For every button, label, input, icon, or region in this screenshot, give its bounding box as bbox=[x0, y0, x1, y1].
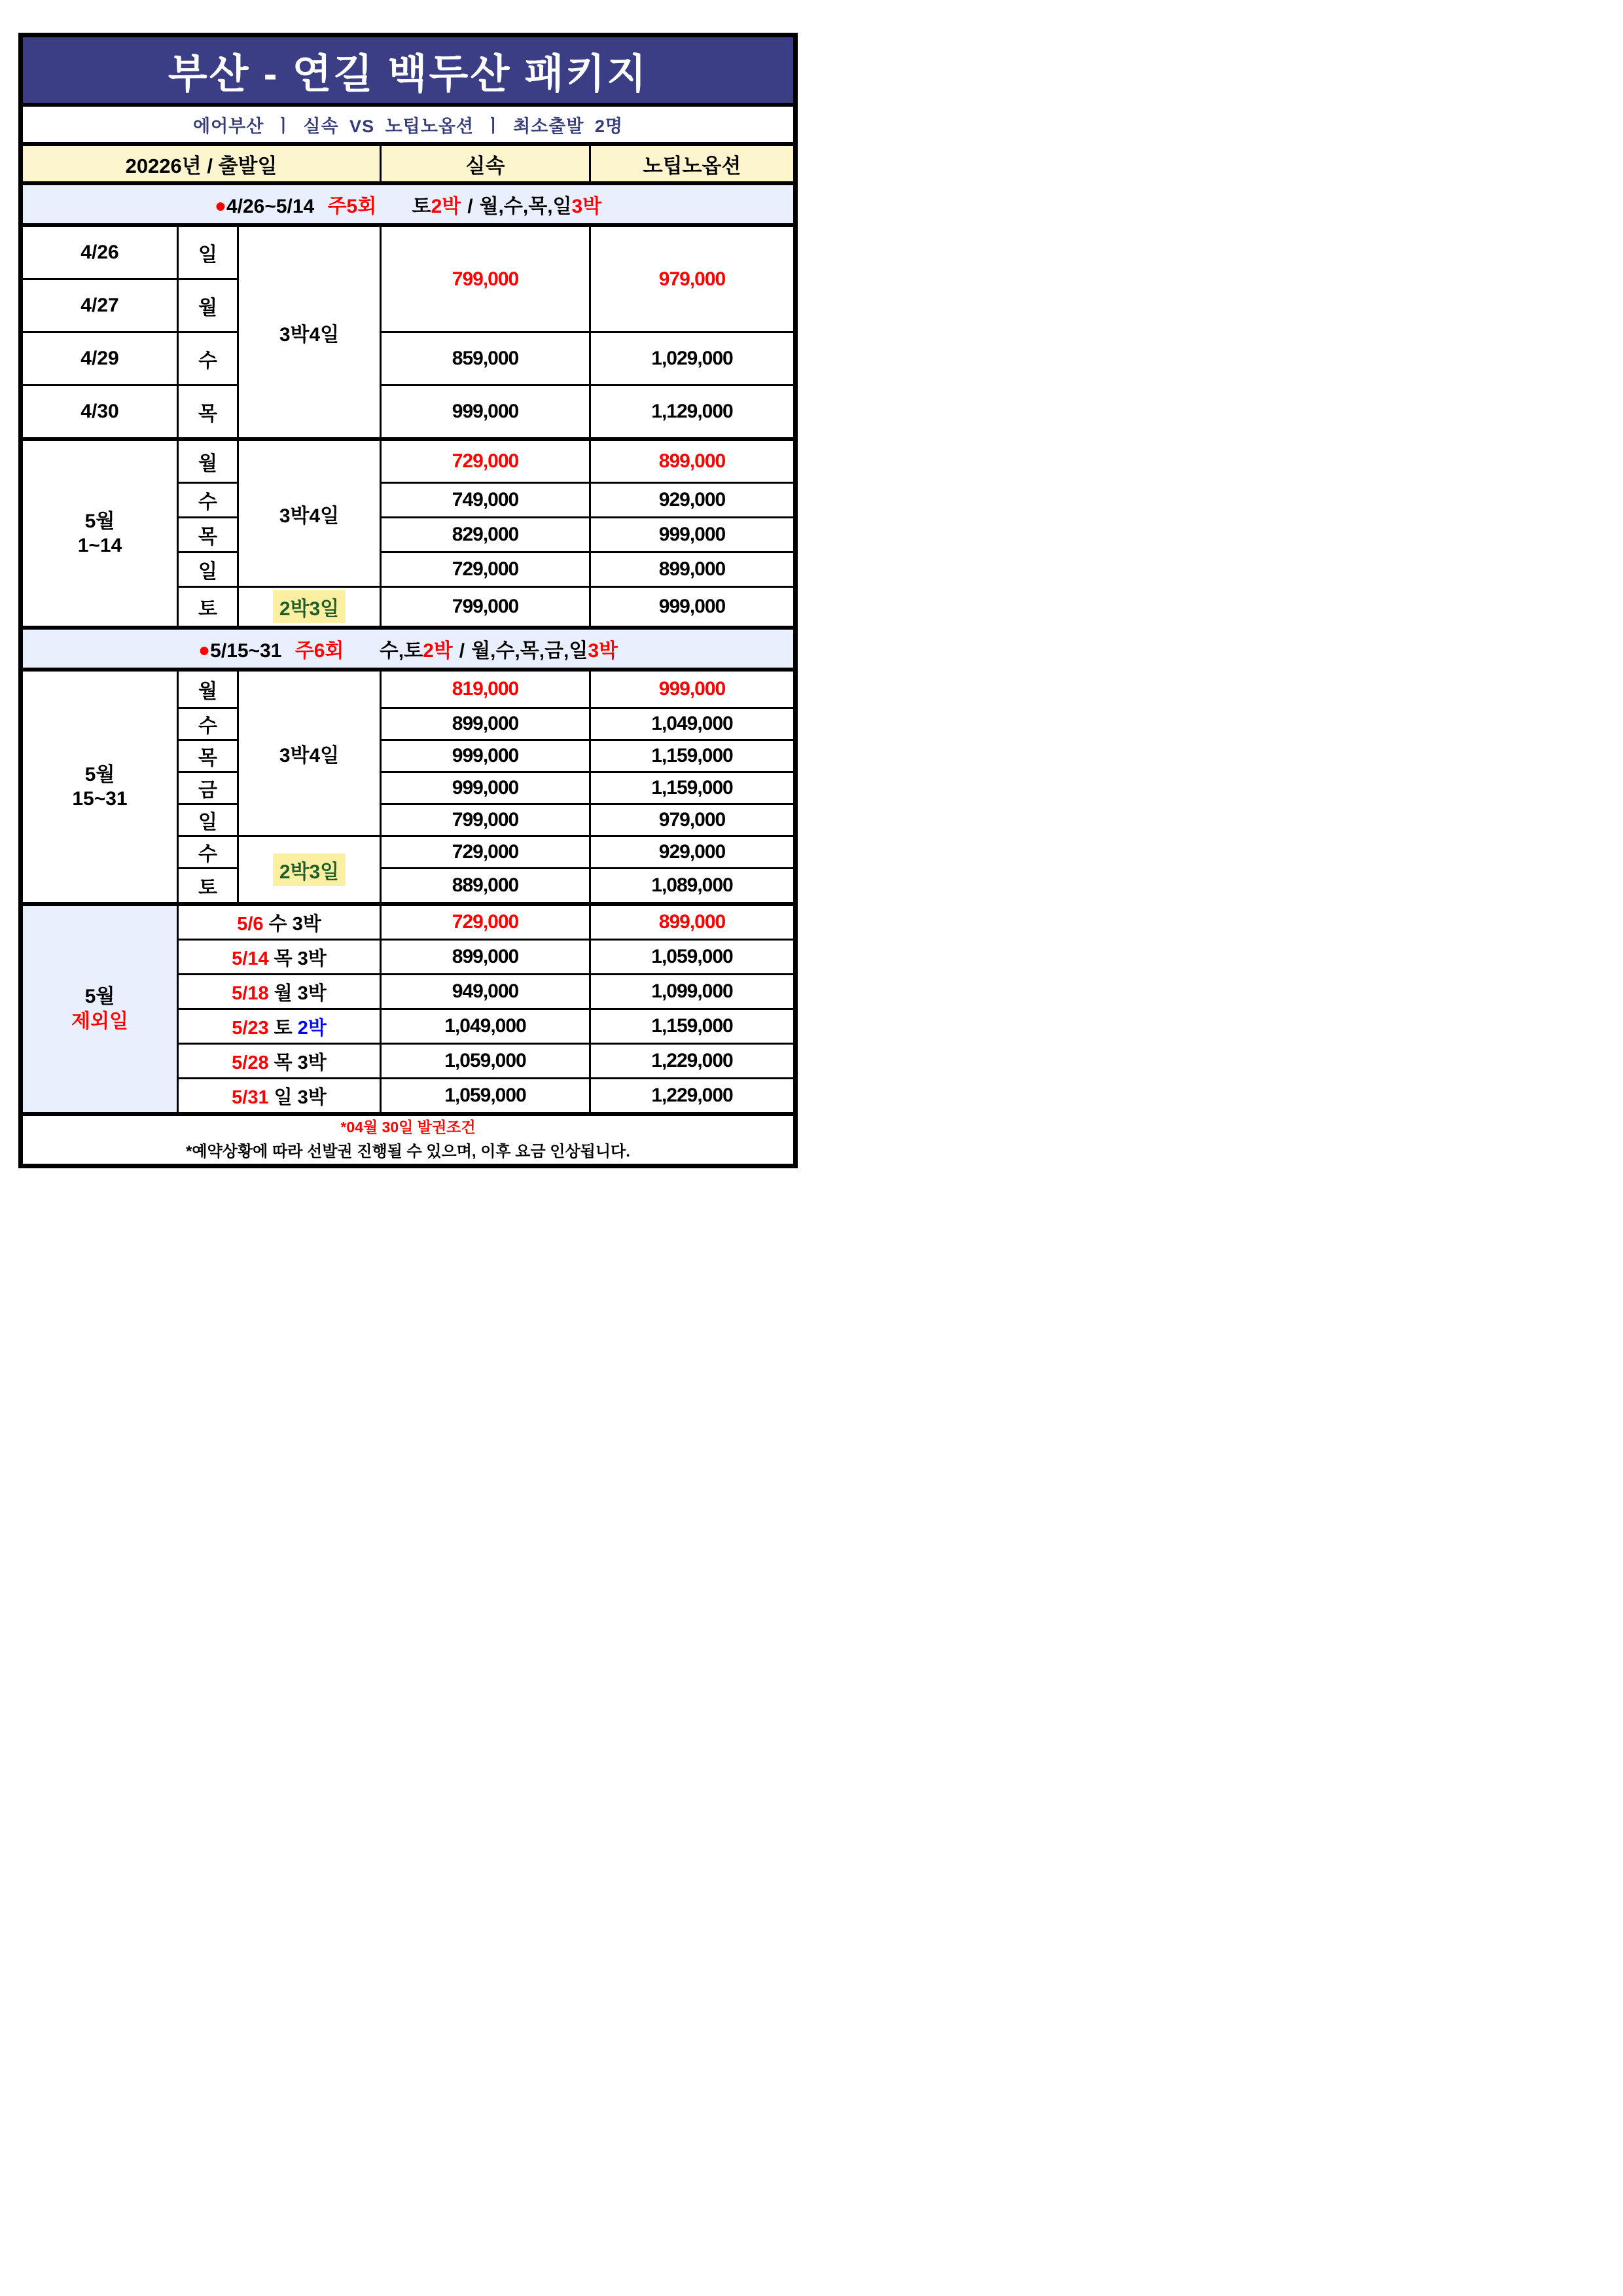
price-notip-cell: 899,000 bbox=[590, 904, 796, 940]
price-notip-cell: 899,000 bbox=[590, 552, 796, 587]
footer-row bbox=[21, 1114, 796, 1166]
duration-cell: 3박4일 bbox=[238, 670, 381, 836]
excluded-date-cell bbox=[178, 940, 381, 975]
footer-note bbox=[21, 1114, 796, 1166]
price-silsok-cell: 999,000 bbox=[381, 772, 590, 804]
price-silsok-cell: 859,000 bbox=[381, 332, 590, 386]
period-label-line1: 5월 bbox=[84, 986, 115, 1007]
price-silsok-cell: 949,000 bbox=[381, 975, 590, 1009]
departure-day-cell: 목 bbox=[178, 518, 238, 552]
price-notip-cell: 999,000 bbox=[590, 587, 796, 628]
duration-highlight: 2박3일 bbox=[273, 590, 346, 623]
period-label-cell bbox=[21, 670, 178, 904]
flyer-page bbox=[0, 0, 812, 1160]
bullet-dot-icon: ● bbox=[214, 195, 226, 217]
departure-day-cell: 월 bbox=[178, 279, 238, 332]
price-silsok-cell: 889,000 bbox=[381, 869, 590, 905]
price-silsok-cell: 829,000 bbox=[381, 518, 590, 552]
schedule-band-1-cell bbox=[21, 183, 796, 225]
departure-date-cell: 4/26 bbox=[21, 225, 178, 279]
price-notip-cell: 1,029,000 bbox=[590, 332, 796, 386]
excluded-date: 5/23 bbox=[232, 1017, 269, 1039]
duration-cell bbox=[238, 587, 381, 628]
excluded-date-cell bbox=[178, 904, 381, 940]
price-row bbox=[21, 904, 796, 940]
price-silsok-cell: 999,000 bbox=[381, 740, 590, 772]
price-notip-cell: 979,000 bbox=[590, 804, 796, 836]
schedule-band-2-cell bbox=[21, 628, 796, 670]
price-silsok-cell: 819,000 bbox=[381, 670, 590, 708]
column-header-row bbox=[21, 144, 796, 183]
duration-cell bbox=[238, 836, 381, 905]
excluded-date-cell bbox=[178, 1044, 381, 1079]
price-notip-cell: 979,000 bbox=[590, 225, 796, 332]
price-row bbox=[21, 670, 796, 708]
header-notip-col: 노팁노옵션 bbox=[590, 144, 796, 183]
subtitle-row bbox=[21, 105, 796, 144]
price-silsok-cell: 729,000 bbox=[381, 552, 590, 587]
band1-frequency: 주5회 bbox=[327, 196, 377, 217]
departure-day-cell: 수 bbox=[178, 332, 238, 386]
excluded-date-cell bbox=[178, 1009, 381, 1044]
period-label-line2: 1~14 bbox=[77, 535, 122, 556]
departure-day-cell: 수 bbox=[178, 708, 238, 740]
departure-day-cell: 월 bbox=[178, 670, 238, 708]
price-silsok-cell: 729,000 bbox=[381, 439, 590, 483]
price-silsok-cell: 729,000 bbox=[381, 836, 590, 869]
departure-day-cell: 일 bbox=[178, 225, 238, 279]
excluded-period-label-cell bbox=[21, 904, 178, 1114]
price-silsok-cell: 799,000 bbox=[381, 804, 590, 836]
excluded-date: 5/18 bbox=[232, 982, 269, 1004]
excluded-day-nights: 월 3박 bbox=[274, 982, 327, 1004]
price-notip-cell: 1,159,000 bbox=[590, 1009, 796, 1044]
period-label-line2: 15~31 bbox=[72, 788, 128, 810]
price-notip-cell: 1,229,000 bbox=[590, 1044, 796, 1079]
excluded-date: 5/6 bbox=[237, 913, 264, 935]
departure-date-cell: 4/29 bbox=[21, 332, 178, 386]
band1-nights-b: 3박 bbox=[571, 196, 602, 217]
departure-day-cell: 일 bbox=[178, 804, 238, 836]
departure-date-cell: 4/27 bbox=[21, 279, 178, 332]
departure-day-cell: 수 bbox=[178, 483, 238, 518]
band2-days-b: 월,수,목,금,일 bbox=[471, 640, 588, 662]
header-date-col: 20226년 / 출발일 bbox=[21, 144, 381, 183]
departure-day-cell: 토 bbox=[178, 869, 238, 905]
bullet-dot-icon: ● bbox=[198, 639, 211, 661]
price-notip-cell: 1,229,000 bbox=[590, 1079, 796, 1115]
departure-day-cell: 월 bbox=[178, 439, 238, 483]
price-silsok-cell: 999,000 bbox=[381, 386, 590, 440]
price-notip-cell: 929,000 bbox=[590, 483, 796, 518]
price-silsok-cell: 1,059,000 bbox=[381, 1079, 590, 1115]
price-silsok-cell: 799,000 bbox=[381, 587, 590, 628]
price-silsok-cell: 899,000 bbox=[381, 940, 590, 975]
band2-nights-b: 3박 bbox=[588, 640, 618, 662]
subtitle: 에어부산 ㅣ 실속 VS 노팁노옵션 ㅣ 최소출발 2명 bbox=[21, 105, 796, 144]
band2-range: 5/15~31 bbox=[210, 640, 282, 662]
band1-nights-a: 2박 bbox=[431, 196, 461, 217]
departure-day-cell: 금 bbox=[178, 772, 238, 804]
schedule-band-2 bbox=[21, 628, 796, 670]
price-notip-cell: 999,000 bbox=[590, 670, 796, 708]
band1-slash: / bbox=[467, 196, 473, 217]
title-row bbox=[21, 35, 796, 105]
price-notip-cell: 1,059,000 bbox=[590, 940, 796, 975]
excluded-day-nights: 목 3박 bbox=[274, 1052, 327, 1073]
price-silsok-cell: 799,000 bbox=[381, 225, 590, 332]
excluded-day: 토 bbox=[274, 1017, 293, 1039]
price-row bbox=[21, 439, 796, 483]
page-title: 부산 - 연길 백두산 패키지 bbox=[21, 35, 796, 105]
departure-day-cell: 목 bbox=[178, 386, 238, 440]
price-row bbox=[21, 225, 796, 279]
price-notip-cell: 1,129,000 bbox=[590, 386, 796, 440]
duration-cell: 3박4일 bbox=[238, 439, 381, 587]
price-notip-cell: 1,159,000 bbox=[590, 772, 796, 804]
price-silsok-cell: 1,059,000 bbox=[381, 1044, 590, 1079]
price-silsok-cell: 749,000 bbox=[381, 483, 590, 518]
period-label-line2: 제외일 bbox=[71, 1010, 128, 1032]
price-table bbox=[18, 33, 798, 1168]
band2-frequency: 주6회 bbox=[294, 640, 344, 662]
period-label-line1: 5월 bbox=[84, 510, 115, 532]
price-silsok-cell: 1,049,000 bbox=[381, 1009, 590, 1044]
departure-day-cell: 수 bbox=[178, 836, 238, 869]
price-notip-cell: 1,049,000 bbox=[590, 708, 796, 740]
band1-days-b: 월,수,목,일 bbox=[479, 196, 572, 217]
footer-ticketing-condition: *04월 30일 발권조건 bbox=[340, 1119, 476, 1136]
departure-day-cell: 목 bbox=[178, 740, 238, 772]
excluded-date: 5/28 bbox=[232, 1052, 269, 1073]
excluded-day-nights: 수 3박 bbox=[268, 913, 321, 935]
header-silsok-col: 실속 bbox=[381, 144, 590, 183]
band1-days-a: 토 bbox=[412, 196, 431, 217]
duration-highlight: 2박3일 bbox=[273, 853, 346, 886]
price-row bbox=[21, 332, 796, 386]
excluded-date-cell bbox=[178, 975, 381, 1009]
departure-date-cell: 4/30 bbox=[21, 386, 178, 440]
price-notip-cell: 1,159,000 bbox=[590, 740, 796, 772]
band2-nights-a: 2박 bbox=[423, 640, 453, 662]
duration-cell: 3박4일 bbox=[238, 225, 381, 439]
excluded-date: 5/14 bbox=[232, 948, 269, 969]
excluded-day-nights: 일 3박 bbox=[274, 1086, 327, 1108]
excluded-day-nights: 목 3박 bbox=[274, 948, 327, 969]
price-silsok-cell: 729,000 bbox=[381, 904, 590, 940]
period-label-line1: 5월 bbox=[84, 763, 115, 785]
band2-days-a: 수,토 bbox=[379, 640, 423, 662]
price-silsok-cell: 899,000 bbox=[381, 708, 590, 740]
departure-day-cell: 토 bbox=[178, 587, 238, 628]
departure-day-cell: 일 bbox=[178, 552, 238, 587]
price-notip-cell: 1,089,000 bbox=[590, 869, 796, 905]
price-row bbox=[21, 386, 796, 440]
price-notip-cell: 899,000 bbox=[590, 439, 796, 483]
excluded-date: 5/31 bbox=[232, 1086, 269, 1108]
price-notip-cell: 1,099,000 bbox=[590, 975, 796, 1009]
schedule-band-1 bbox=[21, 183, 796, 225]
price-notip-cell: 929,000 bbox=[590, 836, 796, 869]
footer-reservation-notice: *예약상황에 따라 선발권 진행될 수 있으며, 이후 요금 인상됩니다. bbox=[186, 1142, 630, 1160]
band2-slash: / bbox=[459, 640, 465, 662]
period-label-cell bbox=[21, 439, 178, 628]
excluded-date-cell bbox=[178, 1079, 381, 1115]
band1-range: 4/26~5/14 bbox=[226, 196, 315, 217]
excluded-nights: 2박 bbox=[297, 1017, 327, 1039]
price-notip-cell: 999,000 bbox=[590, 518, 796, 552]
